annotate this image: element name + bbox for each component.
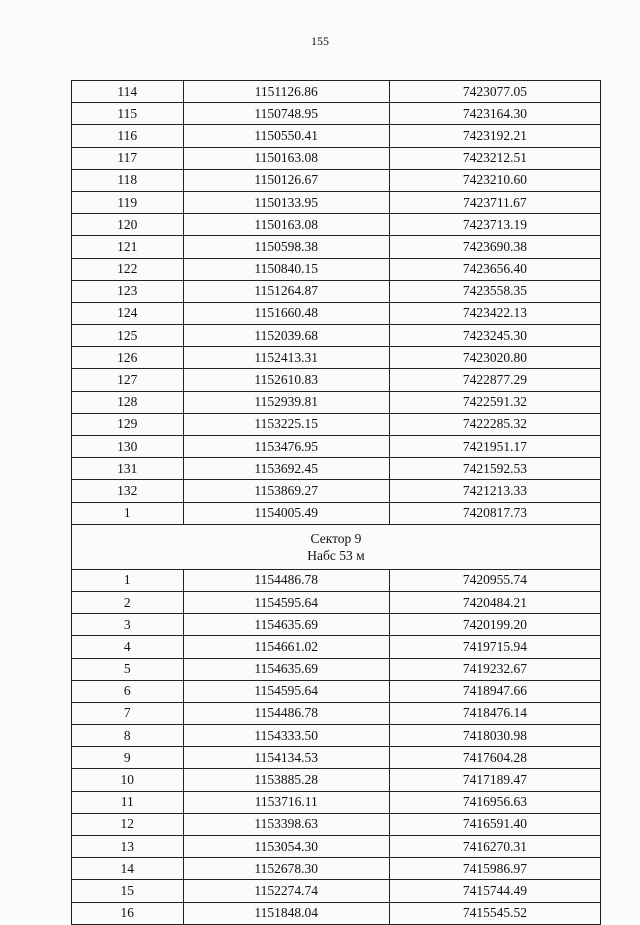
sector-title: Сектор 9 [310, 530, 362, 546]
point-number-cell: 131 [72, 458, 184, 480]
x-coordinate-cell: 1152610.83 [183, 369, 389, 391]
point-number-cell: 119 [72, 191, 184, 213]
x-coordinate-cell: 1154635.69 [183, 614, 389, 636]
table-row [72, 347, 601, 369]
x-coordinate-cell: 1150163.08 [183, 214, 389, 236]
point-number-cell: 7 [72, 702, 184, 724]
point-number-cell: 127 [72, 369, 184, 391]
x-coordinate-cell: 1153476.95 [183, 436, 389, 458]
table-row [72, 702, 601, 724]
coordinates-rows-before [72, 81, 601, 525]
y-coordinate-cell: 7420199.20 [389, 614, 600, 636]
y-coordinate-cell: 7423711.67 [389, 191, 600, 213]
x-coordinate-cell: 1154486.78 [183, 569, 389, 591]
point-number-cell: 115 [72, 103, 184, 125]
table-row [72, 125, 601, 147]
point-number-cell: 130 [72, 436, 184, 458]
y-coordinate-cell: 7423192.21 [389, 125, 600, 147]
point-number-cell: 120 [72, 214, 184, 236]
y-coordinate-cell: 7423690.38 [389, 236, 600, 258]
point-number-cell: 123 [72, 280, 184, 302]
table-row [72, 480, 601, 502]
y-coordinate-cell: 7420817.73 [389, 502, 600, 524]
y-coordinate-cell: 7422591.32 [389, 391, 600, 413]
point-number-cell: 16 [72, 902, 184, 924]
table-row [72, 769, 601, 791]
point-number-cell: 15 [72, 880, 184, 902]
sector-header-cell [72, 524, 601, 569]
x-coordinate-cell: 1150163.08 [183, 147, 389, 169]
point-number-cell: 132 [72, 480, 184, 502]
x-coordinate-cell: 1150126.67 [183, 169, 389, 191]
y-coordinate-cell: 7415986.97 [389, 858, 600, 880]
y-coordinate-cell: 7422877.29 [389, 369, 600, 391]
table-row [72, 391, 601, 413]
x-coordinate-cell: 1152039.68 [183, 325, 389, 347]
point-number-cell: 3 [72, 614, 184, 636]
point-number-cell: 128 [72, 391, 184, 413]
table-row [72, 902, 601, 924]
y-coordinate-cell: 7421951.17 [389, 436, 600, 458]
y-coordinate-cell: 7423245.30 [389, 325, 600, 347]
table-row [72, 636, 601, 658]
y-coordinate-cell: 7423558.35 [389, 280, 600, 302]
point-number-cell: 12 [72, 813, 184, 835]
x-coordinate-cell: 1150598.38 [183, 236, 389, 258]
y-coordinate-cell: 7415744.49 [389, 880, 600, 902]
point-number-cell: 118 [72, 169, 184, 191]
point-number-cell: 14 [72, 858, 184, 880]
sector-header-group [72, 524, 601, 569]
x-coordinate-cell: 1154134.53 [183, 747, 389, 769]
x-coordinate-cell: 1153054.30 [183, 836, 389, 858]
table-row [72, 280, 601, 302]
y-coordinate-cell: 7423020.80 [389, 347, 600, 369]
sector-header-row [72, 524, 601, 569]
y-coordinate-cell: 7416591.40 [389, 813, 600, 835]
y-coordinate-cell: 7420955.74 [389, 569, 600, 591]
table-row [72, 214, 601, 236]
x-coordinate-cell: 1150840.15 [183, 258, 389, 280]
y-coordinate-cell: 7419715.94 [389, 636, 600, 658]
point-number-cell: 1 [72, 569, 184, 591]
x-coordinate-cell: 1153869.27 [183, 480, 389, 502]
table-row [72, 569, 601, 591]
x-coordinate-cell: 1152274.74 [183, 880, 389, 902]
table-row [72, 325, 601, 347]
y-coordinate-cell: 7420484.21 [389, 591, 600, 613]
x-coordinate-cell: 1153716.11 [183, 791, 389, 813]
table-row [72, 658, 601, 680]
x-coordinate-cell: 1154595.64 [183, 591, 389, 613]
table-row [72, 169, 601, 191]
table-row [72, 258, 601, 280]
coordinates-table [71, 80, 601, 925]
y-coordinate-cell: 7418476.14 [389, 702, 600, 724]
y-coordinate-cell: 7423212.51 [389, 147, 600, 169]
table-row [72, 858, 601, 880]
y-coordinate-cell: 7419232.67 [389, 658, 600, 680]
y-coordinate-cell: 7416270.31 [389, 836, 600, 858]
x-coordinate-cell: 1150133.95 [183, 191, 389, 213]
table-row [72, 236, 601, 258]
point-number-cell: 1 [72, 502, 184, 524]
point-number-cell: 126 [72, 347, 184, 369]
x-coordinate-cell: 1154005.49 [183, 502, 389, 524]
y-coordinate-cell: 7422285.32 [389, 413, 600, 435]
x-coordinate-cell: 1154595.64 [183, 680, 389, 702]
point-number-cell: 2 [72, 591, 184, 613]
table-row [72, 880, 601, 902]
x-coordinate-cell: 1152939.81 [183, 391, 389, 413]
point-number-cell: 8 [72, 725, 184, 747]
point-number-cell: 116 [72, 125, 184, 147]
y-coordinate-cell: 7421213.33 [389, 480, 600, 502]
sector-subtitle: Набс 53 м [307, 547, 365, 563]
y-coordinate-cell: 7423713.19 [389, 214, 600, 236]
point-number-cell: 129 [72, 413, 184, 435]
x-coordinate-cell: 1154333.50 [183, 725, 389, 747]
table-row [72, 725, 601, 747]
table-row [72, 147, 601, 169]
y-coordinate-cell: 7423656.40 [389, 258, 600, 280]
table-row [72, 81, 601, 103]
point-number-cell: 114 [72, 81, 184, 103]
table-row [72, 680, 601, 702]
table-row [72, 591, 601, 613]
table-row [72, 103, 601, 125]
x-coordinate-cell: 1151848.04 [183, 902, 389, 924]
x-coordinate-cell: 1154661.02 [183, 636, 389, 658]
table-row [72, 747, 601, 769]
table-row [72, 191, 601, 213]
point-number-cell: 4 [72, 636, 184, 658]
table-row [72, 614, 601, 636]
y-coordinate-cell: 7416956.63 [389, 791, 600, 813]
table-row [72, 369, 601, 391]
table-row [72, 458, 601, 480]
coordinates-rows-after [72, 569, 601, 924]
x-coordinate-cell: 1151264.87 [183, 280, 389, 302]
table-row [72, 836, 601, 858]
point-number-cell: 5 [72, 658, 184, 680]
point-number-cell: 121 [72, 236, 184, 258]
y-coordinate-cell: 7415545.52 [389, 902, 600, 924]
y-coordinate-cell: 7423210.60 [389, 169, 600, 191]
table-row [72, 302, 601, 324]
x-coordinate-cell: 1150550.41 [183, 125, 389, 147]
y-coordinate-cell: 7417604.28 [389, 747, 600, 769]
point-number-cell: 122 [72, 258, 184, 280]
y-coordinate-cell: 7423422.13 [389, 302, 600, 324]
point-number-cell: 125 [72, 325, 184, 347]
x-coordinate-cell: 1152413.31 [183, 347, 389, 369]
table-row [72, 436, 601, 458]
y-coordinate-cell: 7423164.30 [389, 103, 600, 125]
point-number-cell: 11 [72, 791, 184, 813]
x-coordinate-cell: 1153398.63 [183, 813, 389, 835]
x-coordinate-cell: 1151660.48 [183, 302, 389, 324]
x-coordinate-cell: 1152678.30 [183, 858, 389, 880]
x-coordinate-cell: 1150748.95 [183, 103, 389, 125]
table-row [72, 413, 601, 435]
point-number-cell: 124 [72, 302, 184, 324]
x-coordinate-cell: 1154486.78 [183, 702, 389, 724]
table-row [72, 502, 601, 524]
page-number: 155 [311, 34, 329, 48]
table-row [72, 813, 601, 835]
x-coordinate-cell: 1153225.15 [183, 413, 389, 435]
y-coordinate-cell: 7418030.98 [389, 725, 600, 747]
x-coordinate-cell: 1154635.69 [183, 658, 389, 680]
y-coordinate-cell: 7423077.05 [389, 81, 600, 103]
y-coordinate-cell: 7418947.66 [389, 680, 600, 702]
x-coordinate-cell: 1153885.28 [183, 769, 389, 791]
point-number-cell: 13 [72, 836, 184, 858]
y-coordinate-cell: 7417189.47 [389, 769, 600, 791]
point-number-cell: 10 [72, 769, 184, 791]
point-number-cell: 9 [72, 747, 184, 769]
x-coordinate-cell: 1153692.45 [183, 458, 389, 480]
point-number-cell: 6 [72, 680, 184, 702]
point-number-cell: 117 [72, 147, 184, 169]
table-row [72, 791, 601, 813]
x-coordinate-cell: 1151126.86 [183, 81, 389, 103]
y-coordinate-cell: 7421592.53 [389, 458, 600, 480]
